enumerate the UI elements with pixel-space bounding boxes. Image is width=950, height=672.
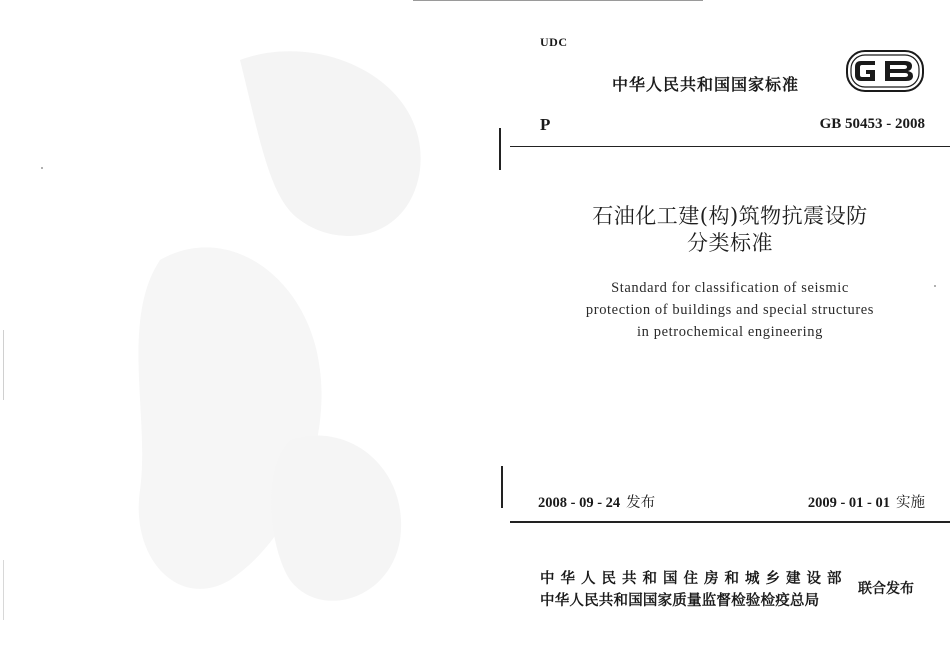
classification-code: P — [540, 115, 551, 134]
issue-date-block — [538, 491, 655, 512]
english-title-line: protection of buildings and special structures — [585, 302, 875, 318]
issuer-ministry: 中华人民共和国住房和城乡建设部 — [540, 571, 848, 587]
english-title-line: Standard for classification of seismic — [611, 280, 849, 296]
issuer-administration: 中华人民共和国国家质量监督检验检疫总局 — [540, 593, 820, 609]
national-standard-title: 中华人民共和国国家标准 — [612, 75, 800, 94]
gb-logo-icon — [845, 48, 925, 94]
chinese-title — [510, 203, 950, 257]
implement-date-block — [780, 491, 925, 512]
english-title — [510, 277, 950, 343]
margin-bar — [501, 466, 503, 508]
page-edge-mark — [3, 330, 4, 400]
issue-date: 2008 - 09 - 24 — [538, 495, 621, 511]
chinese-title-line: 石油化工建(构)筑物抗震设防 — [592, 204, 868, 228]
udc-label: UDC — [540, 35, 568, 49]
joint-release-label: 联合发布 — [858, 581, 914, 597]
margin-bar — [499, 128, 501, 170]
background-watermark — [120, 20, 450, 640]
english-title-line: in petrochemical engineering — [637, 324, 823, 340]
scan-speck — [41, 167, 43, 169]
header-divider — [510, 146, 950, 147]
chinese-title-line: 分类标准 — [687, 231, 773, 255]
top-edge-rule — [413, 0, 703, 1]
implement-label: 实施 — [896, 495, 925, 511]
issue-label: 发布 — [626, 495, 656, 511]
footer-divider — [510, 521, 950, 523]
page-edge-mark — [3, 560, 4, 620]
implement-date: 2009 - 01 - 01 — [807, 495, 890, 511]
standard-number: GB 50453 - 2008 — [819, 116, 925, 132]
